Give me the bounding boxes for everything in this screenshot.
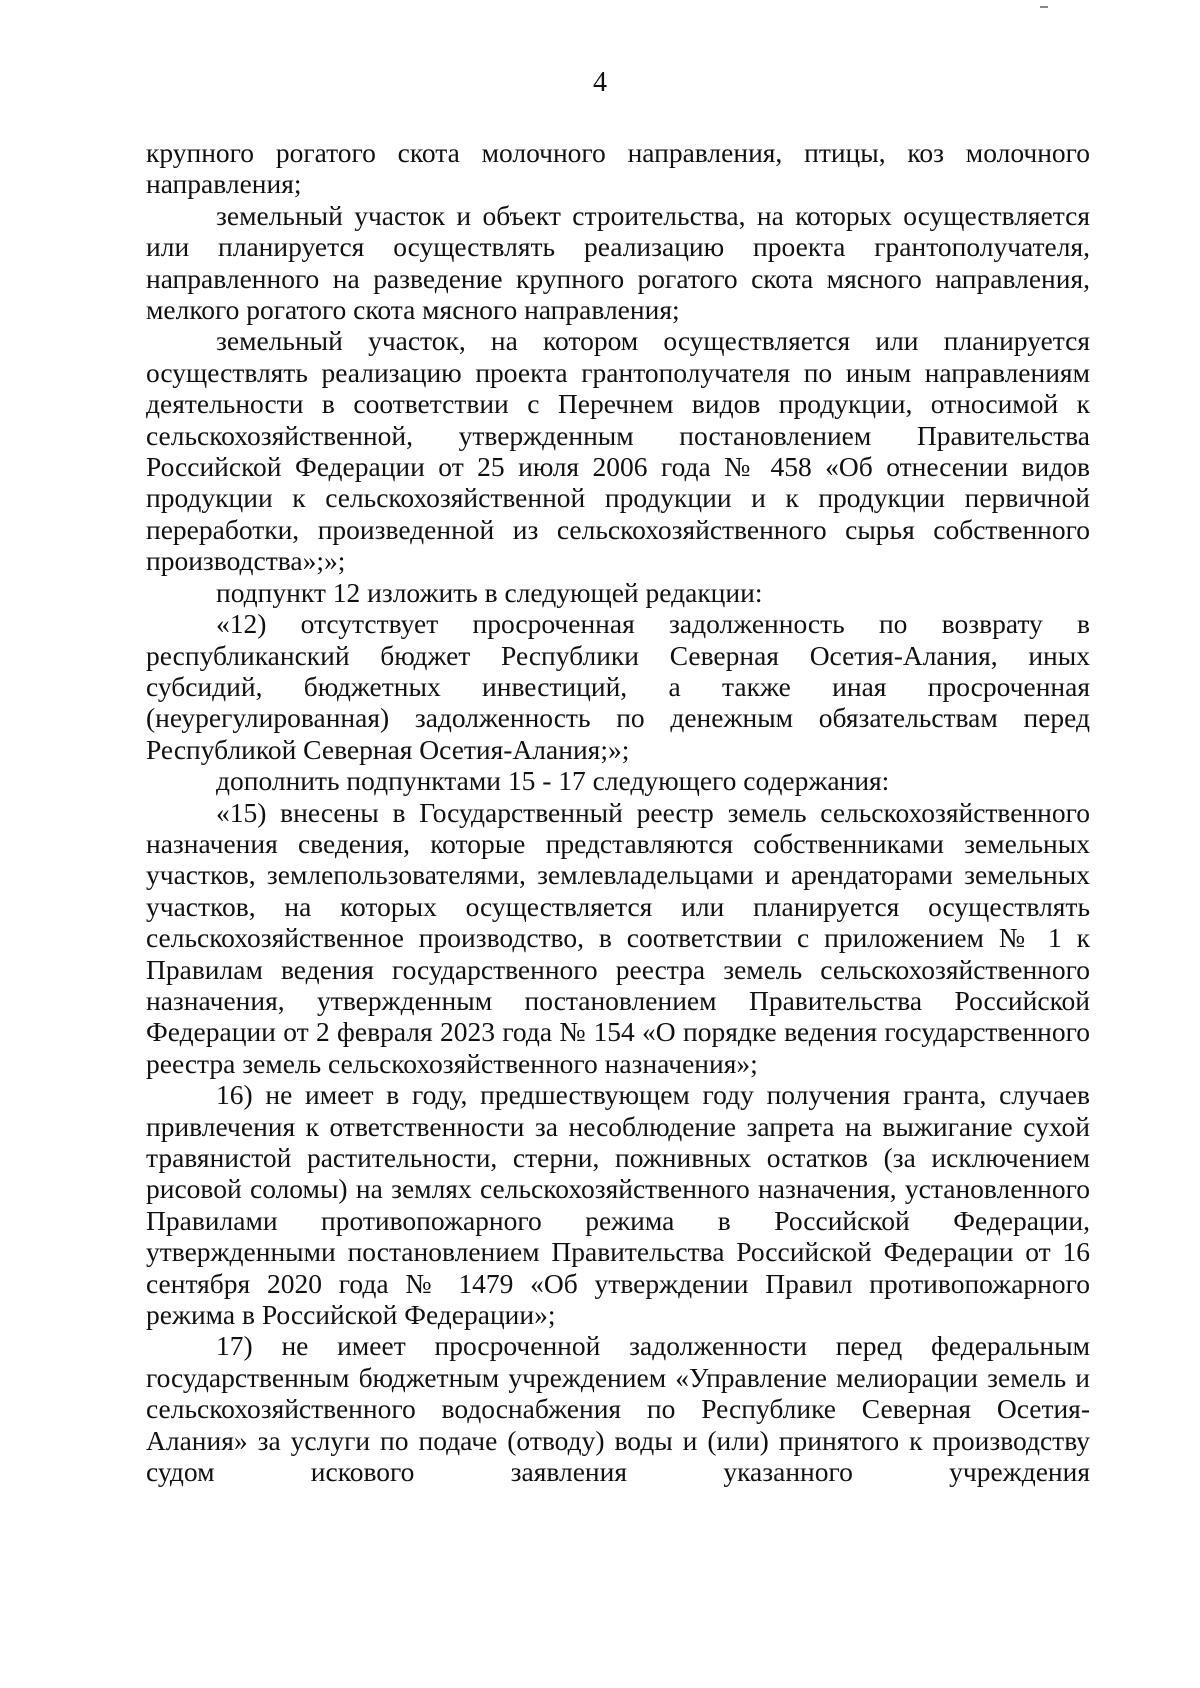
paragraph-construction-site: земельный участок и объект строительства, на которых осуществляется или планируется осуществлять реализацию проекта грантополучателя, направленного на разведение крупного рогатого скота мясного направления, мелкого рогатого скота мясного направления; bbox=[146, 199, 1090, 326]
paragraph-subitem-16: 16) не имеет в году, предшествующем году получения гранта, случаев привлечения к ответственности за несоблюдение запрета на выжигание сухой травянистой растительности, стерни, пожнивных остатков (за исключением рисовой соломы) на землях сельскохозяйственного назначения, установленного Правилами противопожарного режима в Российской Федерации, утвержденными постановлением Правительства Российской Федерации от 16 сентября 2020 года № 1479 «Об утверждении Правил противопожарного режима в Российской Федерации»; bbox=[146, 1079, 1090, 1331]
paragraph-land-plot: земельный участок, на котором осуществляется или планируется осуществлять реализацию проекта грантополучателя по иным направлениям деятельности в соответствии с Перечнем видов продукции, относимой к сельскохозяйственной, утвержденным постановлением Правительства Российской Федерации от 25 июля 2006 года № 458 «Об отнесении видов продукции к сельскохозяйственной продукции и к продукции первичной переработки, произведенной из сельскохозяйственного сырья собственного производства»;»; bbox=[146, 325, 1090, 577]
page-number: 4 bbox=[593, 67, 607, 98]
paragraph-subitems-15-17-intro: дополнить подпунктами 15 - 17 следующего содержания: bbox=[216, 765, 890, 797]
paragraph-subitem-12-intro: подпункт 12 изложить в следующей редакции: bbox=[216, 576, 763, 608]
paragraph-subitem-17: 17) не имеет просроченной задолженности перед федеральным государственным бюджетным учреждением «Управление мелиорации земель и сельскохозяйственного водоснабжения по Республике Северная Осетия-Алания» за услуги по подаче (отводу) воды и (или) принятого к производству судом искового заявления указанного учреждения bbox=[146, 1330, 1090, 1488]
paragraph-continuation: крупного рогатого скота молочного направления, птицы, коз молочного направления; bbox=[146, 137, 1090, 200]
document-body bbox=[146, 137, 1090, 1487]
scan-mark bbox=[1040, 6, 1048, 8]
paragraph-subitem-12: «12) отсутствует просроченная задолженность по возврату в республиканский бюджет Республики Северная Осетия-Алания, иных субсидий, бюджетных инвестиций, а также иная просроченная (неурегулированная) задолженность по денежным обязательствам перед Республикой Северная Осетия-Алания;»; bbox=[146, 608, 1090, 765]
paragraph-subitem-15: «15) внесены в Государственный реестр земель сельскохозяйственного назначения сведения, которые представляются собственниками земельных участков, землепользователями, землевладельцами и арендаторами земельных участков, на которых осуществляется или планируется осуществлять сельскохозяйственное производство, в соответствии с приложением № 1 к Правилам ведения государственного реестра земель сельскохозяйственного назначения, утвержденным постановлением Правительства Российской Федерации от 2 февраля 2023 года № 154 «О порядке ведения государственного реестра земель сельскохозяйственного назначения»; bbox=[146, 796, 1090, 1079]
